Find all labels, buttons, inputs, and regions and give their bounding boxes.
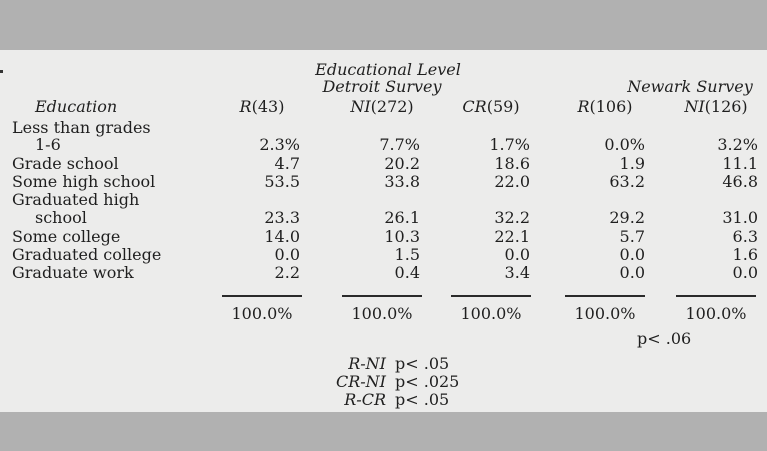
column-header-n: (272) <box>370 97 414 116</box>
table-cell: 2.2 <box>274 263 300 282</box>
test-pair: R-CR <box>344 390 386 409</box>
column-header-n: (106) <box>589 97 633 116</box>
row-label: Less than grades <box>12 118 151 137</box>
row-label: Grade school <box>12 154 119 173</box>
column-header <box>684 98 747 116</box>
column-header-n: (59) <box>486 97 520 116</box>
table-cell: 1.9 <box>619 154 645 173</box>
column-header-group: NI <box>350 97 371 116</box>
test-p-value: p< .05 <box>395 390 450 409</box>
total-rule <box>222 295 302 297</box>
newark-p-value: p< .06 <box>637 329 692 348</box>
table-cell: 1.6 <box>732 245 758 264</box>
table-cell: 23.3 <box>264 208 300 227</box>
column-header <box>350 98 413 116</box>
detroit-survey-heading: Detroit Survey <box>322 77 442 96</box>
table-cell: 22.0 <box>494 172 530 191</box>
table-cell: 3.4 <box>504 263 530 282</box>
table-cell: 1.7% <box>489 135 530 154</box>
table-cell: 14.0 <box>264 227 300 246</box>
total-cell: 100.0% <box>685 304 747 323</box>
table-cell: 26.1 <box>384 208 420 227</box>
total-rule <box>451 295 531 297</box>
row-label: Graduate work <box>12 263 134 282</box>
table-cell: 11.1 <box>722 154 758 173</box>
table-title: Educational Level <box>315 60 461 79</box>
total-rule <box>676 295 756 297</box>
column-header-n: (43) <box>251 97 285 116</box>
total-cell: 100.0% <box>231 304 293 323</box>
column-header <box>577 98 632 116</box>
education-column-header: Education <box>35 97 118 116</box>
table-cell: 0.0 <box>619 263 645 282</box>
table-cell: 1.5 <box>394 245 420 264</box>
table-cell: 4.7 <box>274 154 300 173</box>
test-p-value: p< .05 <box>395 354 450 373</box>
table-cell: 33.8 <box>384 172 420 191</box>
total-cell: 100.0% <box>574 304 636 323</box>
total-cell: 100.0% <box>351 304 413 323</box>
row-label: Some high school <box>12 172 156 191</box>
table-cell: 6.3 <box>732 227 758 246</box>
scan-mark <box>0 70 3 73</box>
table-cell: 31.0 <box>722 208 758 227</box>
table-cell: 63.2 <box>609 172 645 191</box>
table-cell: 0.4 <box>394 263 420 282</box>
column-header <box>240 98 285 116</box>
test-pair: R-NI <box>348 354 386 373</box>
column-header-group: NI <box>684 97 705 116</box>
table-cell: 29.2 <box>609 208 645 227</box>
column-header-group: R <box>239 97 252 116</box>
test-pair: CR-NI <box>335 372 386 391</box>
table-cell: 0.0 <box>274 245 300 264</box>
row-label: Some college <box>12 227 121 246</box>
table-cell: 0.0 <box>504 245 530 264</box>
row-label: Graduated college <box>12 245 162 264</box>
table-cell: 7.7% <box>379 135 420 154</box>
table-cell: 22.1 <box>494 227 530 246</box>
newark-survey-heading: Newark Survey <box>627 77 753 96</box>
column-header-group: CR <box>462 97 487 116</box>
row-label-continued: 1-6 <box>35 135 61 154</box>
table-cell: 46.8 <box>722 172 758 191</box>
column-header <box>462 98 519 116</box>
table-cell: 0.0 <box>732 263 758 282</box>
total-cell: 100.0% <box>460 304 522 323</box>
table-cell: 0.0 <box>619 245 645 264</box>
table-cell: 5.7 <box>619 227 645 246</box>
table-cell: 20.2 <box>384 154 420 173</box>
table-cell: 10.3 <box>384 227 420 246</box>
total-rule <box>565 295 645 297</box>
table-cell: 53.5 <box>264 172 300 191</box>
total-rule <box>342 295 422 297</box>
table-cell: 0.0% <box>604 135 645 154</box>
table-cell: 3.2% <box>717 135 758 154</box>
table-cell: 32.2 <box>494 208 530 227</box>
column-header-n: (126) <box>704 97 748 116</box>
column-header-group: R <box>577 97 590 116</box>
table-cell: 18.6 <box>494 154 530 173</box>
table-cell: 2.3% <box>259 135 300 154</box>
test-p-value: p< .025 <box>395 372 460 391</box>
row-label-continued: school <box>35 208 87 227</box>
row-label: Graduated high <box>12 190 140 209</box>
